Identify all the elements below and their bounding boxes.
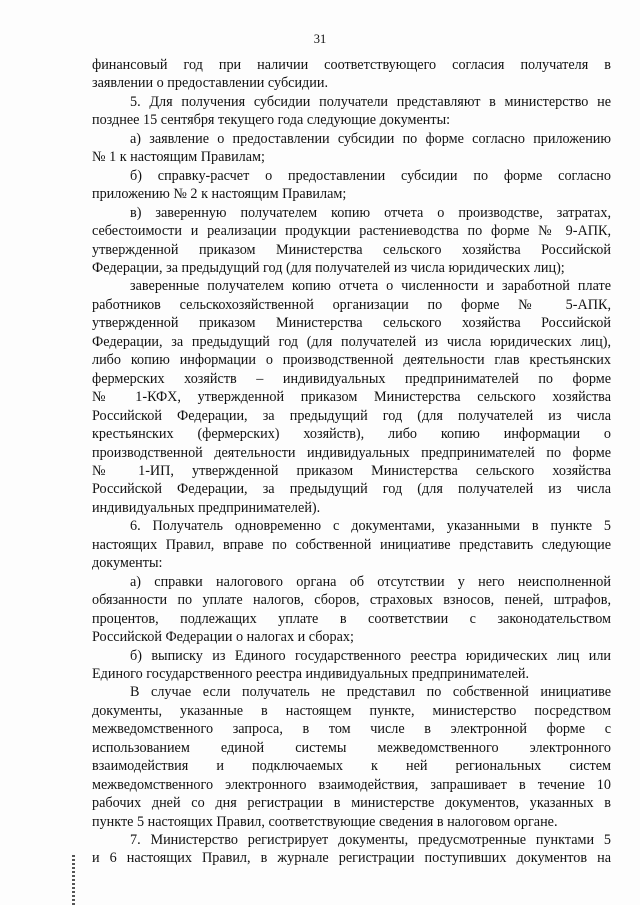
text-line: 6. Получатель одновременно с документами, указанными в пункте 5: [130, 518, 611, 535]
text-line: заверенные получателем копию отчета о численности и заработной плате: [130, 278, 611, 295]
scan-margin-mark: [72, 855, 75, 905]
text-line: межведомственного электронного взаимодействия, запрашивает в течение 10: [92, 776, 611, 793]
text-line: Российской Федерации, за предыдущий год (для получателей из числа: [92, 481, 611, 498]
text-line: процентов, подлежащих уплате в соответствии с законодательством: [92, 610, 611, 627]
text-line: рабочих дней со дня регистрации в министерстве документов, указанных в: [92, 795, 611, 812]
text-line: либо копию информации о производственной деятельности глав крестьянских: [92, 352, 611, 369]
text-line: Российской Федерации, за предыдущий год (для получателей из числа: [92, 407, 611, 424]
text-line: документы, указанные в настоящем пункте, министерство посредством: [92, 702, 611, 719]
text-line: позднее 15 сентября текущего года следующие документы:: [92, 112, 451, 129]
text-line: финансовый год при наличии соответствующего согласия получателя в: [92, 57, 611, 73]
text-line: Федерации, за предыдущий год (для получателей из числа юридических лиц);: [92, 259, 565, 276]
text-line: настоящих Правил, вправе по собственной инициативе представить следующие: [92, 536, 611, 553]
text-line: работников сельскохозяйственной организации по форме № 5-АПК,: [92, 296, 611, 313]
text-line: пункте 5 настоящих Правил, соответствующие сведения в налоговом органе.: [92, 813, 558, 830]
text-line: приложению № 2 к настоящим Правилам;: [92, 186, 347, 203]
text-line: № 1 к настоящим Правилам;: [92, 149, 265, 166]
text-line: в) заверенную получателем копию отчета о производстве, затратах,: [130, 204, 611, 221]
text-line: крестьянских (фермерских) хозяйств), либо копию информации о: [92, 426, 611, 443]
text-line: фермерских хозяйств – индивидуальных предпринимателей по форме: [92, 370, 611, 387]
text-line: № 1-КФХ, утвержденной приказом Министерства сельского хозяйства: [92, 389, 611, 406]
text-line: Единого государственного реестра индивидуальных предпринимателей.: [92, 665, 529, 682]
text-line: производственной деятельности индивидуальных предпринимателей по форме: [92, 444, 611, 461]
text-line: индивидуальных предпринимателей).: [92, 499, 321, 516]
text-line: б) справку-расчет о предоставлении субсидии по форме согласно: [130, 167, 611, 184]
page-number: 31: [313, 32, 327, 46]
text-line: а) заявление о предоставлении субсидии по форме согласно приложению: [130, 130, 611, 147]
text-line: заявлении о предоставлении субсидии.: [92, 75, 328, 92]
text-line: утвержденной приказом Министерства сельского хозяйства Российской: [92, 315, 611, 332]
text-line: документы:: [92, 555, 163, 572]
document-body: [92, 56, 611, 868]
text-line: 5. Для получения субсидии получатели представляют в министерство не: [130, 93, 611, 110]
text-line: себестоимости и реализации продукции растениеводства по форме № 9-АПК,: [92, 223, 611, 240]
text-line: В случае если получатель не представил по собственной инициативе: [130, 684, 611, 701]
text-line: обязанности по уплате налогов, сборов, страховых взносов, пеней, штрафов,: [92, 592, 611, 609]
text-line: межведомственного запроса, в том числе в электронной форме с: [92, 721, 611, 738]
text-line: № 1-ИП, утвержденной приказом Министерства сельского хозяйства: [92, 462, 611, 479]
text-line: б) выписку из Единого государственного реестра юридических лиц или: [130, 647, 611, 664]
text-line: взаимодействия и подключаемых к ней региональных систем: [92, 758, 611, 775]
text-line: и 6 настоящих Правил, в журнале регистрации поступивших документов на: [92, 850, 611, 867]
text-line: Российской Федерации о налогах и сборах;: [92, 629, 354, 646]
text-line: использованием единой системы межведомственного электронного: [92, 739, 611, 756]
text-line: а) справки налогового органа об отсутствии у него неисполненной: [130, 573, 611, 590]
text-line: утвержденной приказом Министерства сельского хозяйства Российской: [92, 241, 611, 258]
text-line: 7. Министерство регистрирует документы, предусмотренные пунктами 5: [130, 832, 611, 849]
text-line: Федерации, за предыдущий год (для получателей из числа юридических лиц),: [92, 333, 611, 350]
